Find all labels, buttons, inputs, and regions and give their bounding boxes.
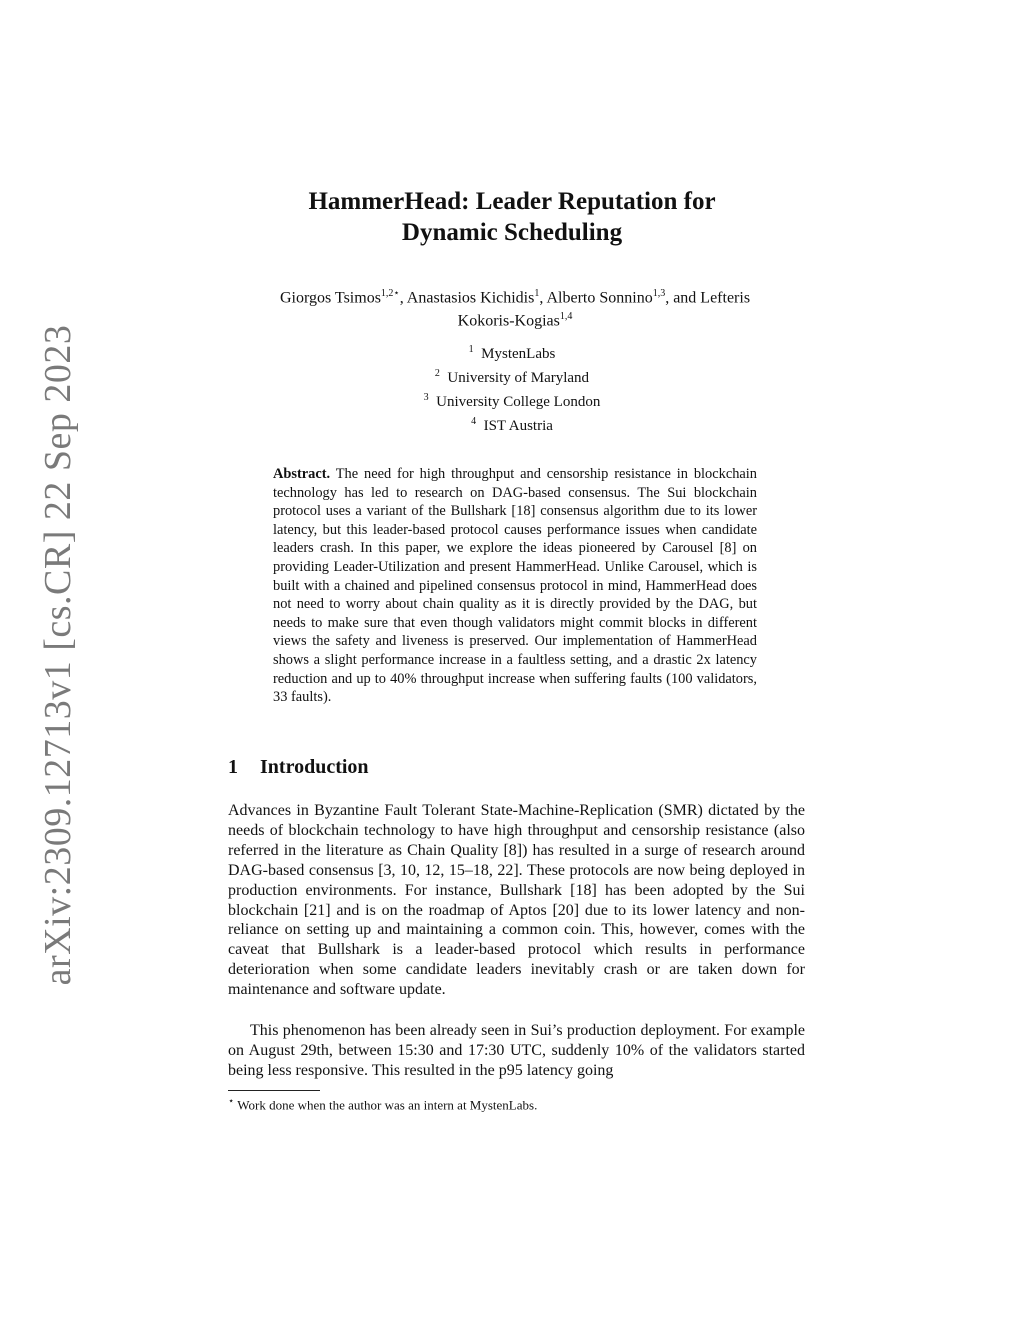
- paper-title: [0, 186, 1024, 248]
- section-title: Introduction: [260, 756, 369, 778]
- affiliation-number: 2: [434, 368, 440, 379]
- affiliation-item: [0, 340, 1024, 364]
- title-line-1: HammerHead: Leader Reputation for: [308, 188, 716, 215]
- affiliations: [0, 340, 1024, 436]
- author-affil-mark: 1: [534, 288, 540, 299]
- affiliation-number: 1: [468, 344, 474, 355]
- footnote-text: Work done when the author was an intern at MystenLabs.: [234, 1097, 538, 1113]
- footnote: [228, 1096, 537, 1113]
- author-affil-mark: 1,4: [559, 311, 573, 323]
- section-heading: [228, 756, 369, 779]
- affiliation-name: University College London: [436, 394, 601, 410]
- author-list: [180, 284, 850, 331]
- affiliation-name: IST Austria: [483, 418, 553, 434]
- author-name: Giorgos Tsimos: [279, 289, 381, 307]
- affiliation-name: University of Maryland: [447, 370, 590, 386]
- abstract: [273, 465, 757, 707]
- author-name: , and Lefteris: [665, 289, 751, 307]
- affiliation-item: [0, 388, 1024, 412]
- affiliation-number: 3: [423, 392, 429, 403]
- author-affil-mark: 1,3: [652, 288, 666, 299]
- footnote-rule: [228, 1090, 320, 1091]
- section-number: 1: [228, 756, 238, 778]
- footnote-mark: ⋆: [228, 1096, 235, 1107]
- abstract-text: The need for high throughput and censorship resistance in blockchain technology has led to research on DAG-based consensus. The Sui blockchain protocol uses a variant of the Bullshark [18] consensus algorithm due to its lower latency, but this leader-based protocol causes performance issues when candidate leaders crash. In this paper, we explore the ideas pioneered by Carousel [8] on providing Leader-Utilization and present HammerHead. Unlike Carousel, which is built with a chained and pipelined consensus protocol in mind, HammerHead does not need to worry about chain quality as it is directly provided by the DAG, but needs to make sure that even though validators might commit blocks in different views the safety and liveness is preserved. Our implementation of HammerHead shows a slight performance increase in a faultless setting, and a drastic 2x latency reduction and up to 40% throughput increase when suffering faults (100 validators, 33 faults).: [273, 466, 757, 706]
- author-affil-mark: 1,2⋆: [380, 288, 400, 299]
- author-name: , Anastasios Kichidis: [399, 289, 535, 307]
- title-line-2: Dynamic Scheduling: [401, 219, 623, 246]
- author-name: Kokoris-Kogias: [457, 312, 560, 330]
- abstract-label: Abstract.: [273, 466, 331, 482]
- affiliation-item: [0, 412, 1024, 436]
- affiliation-number: 4: [471, 416, 477, 427]
- affiliation-name: MystenLabs: [481, 346, 556, 362]
- affiliation-item: [0, 364, 1024, 388]
- body-paragraph: Advances in Byzantine Fault Tolerant State-Machine-Replication (SMR) dictated by the needs of blockchain technology to have high throughput and censorship resistance (also referred in the literature as Chain Quality [8]) has resulted in a surge of research around DAG-based consensus [3, 10, 12, 15–18, 22]. These protocols are now being deployed in production environments. For instance, Bullshark [18] has been adopted by the Sui blockchain [21] and is on the roadmap of Aptos [20] due to its lower latency and non-reliance on setting up and maintaining a common coin. This, however, comes with the caveat that Bullshark is a leader-based protocol which results in performance deterioration when some candidate leaders inevitably crash or are taken down for maintenance and software update.: [228, 802, 805, 999]
- author-name: , Alberto Sonnino: [539, 289, 653, 307]
- arxiv-identifier: arXiv:2309.12713v1 [cs.CR] 22 Sep 2023: [37, 324, 79, 986]
- body-paragraph: This phenomenon has been already seen in Sui’s production deployment. For example on August 29th, between 15:30 and 17:30 UTC, suddenly 10% of the validators started being less responsive. This resulted in the p95 latency going: [228, 1022, 805, 1079]
